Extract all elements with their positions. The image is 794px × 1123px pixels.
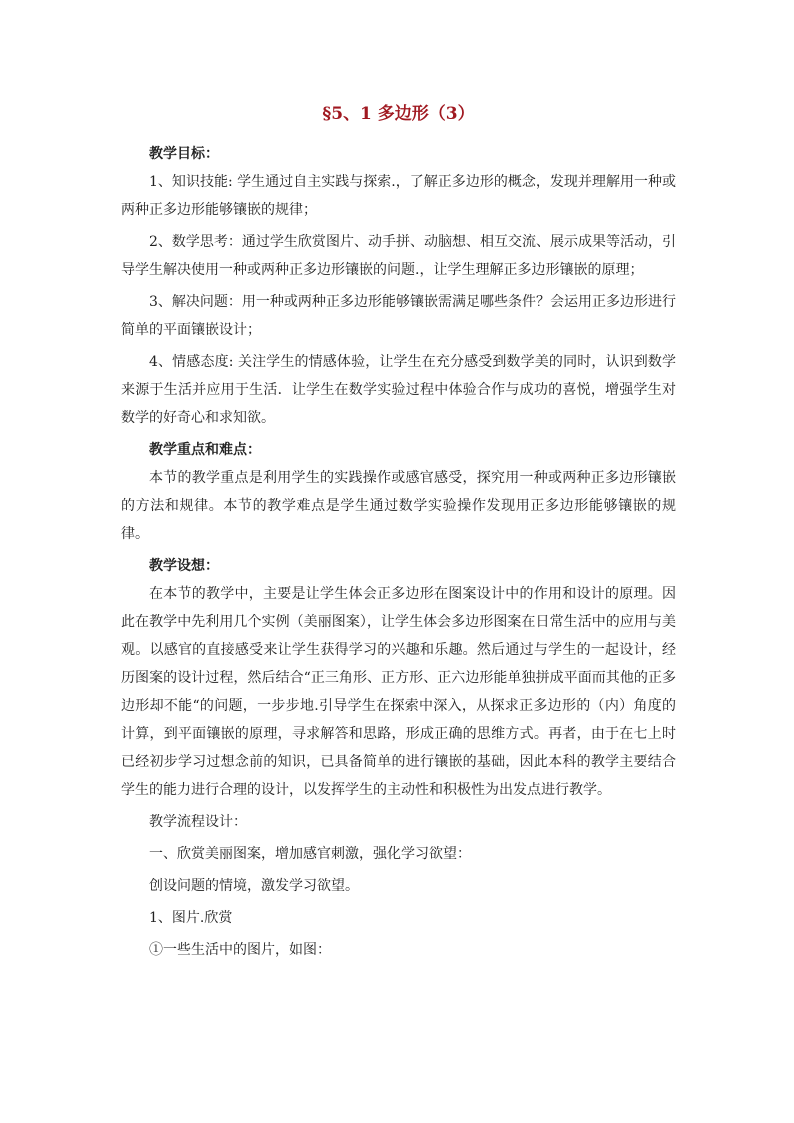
flow-item-1: 一、欣赏美丽图案，增加感官刺激，强化学习欲望：	[149, 846, 471, 862]
goals-heading: 教学目标：	[149, 146, 219, 162]
goal-2: 2、数学思考：通过学生欣赏图片、动手拼、动脑想、相互交流、展示成果等活动，引导学生解决使用一种或两种正多边形镶嵌的问题.，让学生理解正多边形镶嵌的原理；	[121, 234, 676, 278]
key-points-text: 本节的教学重点是利用学生的实践操作或感官感受，探究用一种或两种正多边形镶嵌的方法和规律。本节的教学难点是学生通过数学实验操作发现用正多边形能够镶嵌的规律。	[121, 470, 676, 542]
goal-1: 1、知识技能: 学生通过自主实践与探索.，了解正多边形的概念，发现并理解用一种或两种正多边形能够镶嵌的规律；	[121, 174, 676, 218]
flow-item-2: 创设问题的情境，激发学习欲望。	[149, 878, 359, 894]
teaching-idea-text: 在本节的教学中，主要是让学生体会正多边形在图案设计中的作用和设计的原理。因此在教学中先利用几个实例（美丽图案），让学生体会多边形图案在日常生活中的应用与美观。以感官的直接感受来让学生获得学习的兴趣和乐趣。然后通过与学生的一起设计，经历图案的设计过程，然后结合“正三角形、正方形、正六边形能单独拼成平面而其他的正多边形却不能“的问题，一步步地.引导学生在探索中深入，从探求正多边形的（内）角度的计算，到平面镶嵌的原理，寻求解答和思路，形成正确的思维方式。再者，由于在七上时已经初步学习过想念前的知识，已具备简单的进行镶嵌的基础，因此本科的教学主要结合学生的能力进行合理的设计，以发挥学生的主动性和积极性为出发点进行教学。	[121, 586, 676, 798]
goal-3: 3、解决问题：用一种或两种正多边形能够镶嵌需满足哪些条件？会运用正多边形进行简单的平面镶嵌设计；	[121, 294, 676, 338]
teaching-flow-heading: 教学流程设计：	[149, 814, 247, 830]
document-title: §5、1 多边形（3）	[322, 104, 475, 124]
flow-item-4: ①一些生活中的图片，如图：	[149, 942, 331, 958]
goal-4: 4、情感态度: 关注学生的情感体验，让学生在充分感受到数学美的同时，认识到数学来源于生活并应用于生活．让学生在数学实验过程中体验合作与成功的喜悦，增强学生对数学的好奇心和求知欲。	[121, 354, 676, 426]
key-points-heading: 教学重点和难点：	[149, 442, 261, 458]
document-page	[121, 102, 676, 964]
flow-item-3: 1、图片.欣赏	[149, 910, 233, 926]
teaching-idea-heading: 教学设想：	[149, 558, 219, 574]
